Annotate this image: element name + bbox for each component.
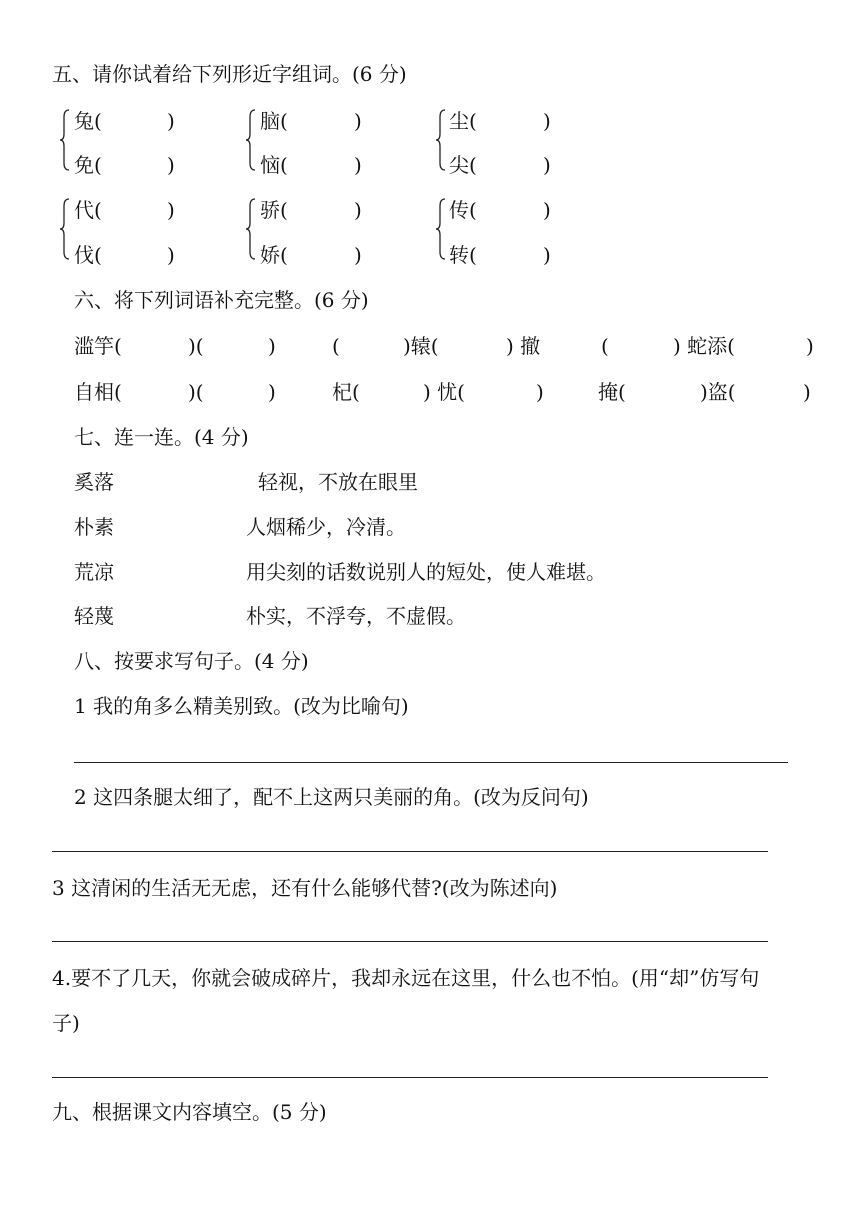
idiom-fill-text: ): [268, 380, 276, 404]
group4-top: 代(: [74, 198, 102, 222]
match-word: 轻蔑: [74, 604, 114, 628]
group3-bottom: 尖(: [449, 153, 477, 177]
idiom-fill-text: 掩(: [598, 380, 626, 404]
close-paren: ): [354, 243, 362, 267]
idiom-fill-text: (: [601, 334, 609, 358]
idiom-fill-text: ): [536, 380, 544, 404]
answer-line[interactable]: [52, 1077, 768, 1078]
brace-icon: [246, 109, 256, 171]
idiom-fill-text: ): [806, 334, 814, 358]
close-paren: ): [167, 198, 175, 222]
match-definition: 人烟稀少，冷清。: [246, 515, 406, 539]
group1-top: 兔(: [74, 109, 102, 133]
group3-top: 尘(: [449, 109, 477, 133]
idiom-fill-text: (: [332, 334, 340, 358]
idiom-fill-text: ) 忧(: [423, 380, 465, 404]
close-paren: ): [543, 198, 551, 222]
close-paren: ): [543, 109, 551, 133]
question-1: 1 我的角多么精美别致。(改为比喻句): [74, 694, 409, 718]
group2-top: 脑(: [260, 109, 288, 133]
close-paren: ): [354, 198, 362, 222]
close-paren: ): [543, 243, 551, 267]
section8-heading: 八、按要求写句子。(4 分): [74, 649, 309, 673]
group2-bottom: 恼(: [260, 153, 288, 177]
group5-bottom: 娇(: [260, 243, 288, 267]
brace-icon: [436, 109, 446, 171]
brace-icon: [60, 109, 70, 171]
close-paren: ): [354, 109, 362, 133]
idiom-fill-text: 滥竽(: [74, 334, 122, 358]
close-paren: ): [167, 109, 175, 133]
match-word: 奚落: [74, 470, 114, 494]
close-paren: ): [543, 153, 551, 177]
section5-heading: 五、请你试着给下列形近字组词。(6 分): [52, 62, 407, 86]
group6-bottom: 转(: [449, 243, 477, 267]
match-word: 荒凉: [74, 560, 114, 584]
idiom-fill-text: 自相(: [74, 380, 122, 404]
match-word: 朴素: [74, 515, 114, 539]
answer-line[interactable]: [74, 762, 788, 763]
question-2: 2 这四条腿太细了，配不上这两只美丽的角。(改为反问句): [74, 785, 589, 809]
answer-line[interactable]: [52, 941, 768, 942]
match-definition: 轻视，不放在眼里: [258, 470, 418, 494]
idiom-fill-text: ) 撤: [506, 334, 541, 358]
match-definition: 朴实，不浮夸，不虚假。: [246, 604, 466, 628]
group1-bottom: 免(: [74, 153, 102, 177]
question-4: 4.要不了几天，你就会破成碎片，我却永远在这里，什么也不怕。(用“却”仿写句: [52, 966, 760, 990]
brace-icon: [60, 198, 70, 260]
idiom-fill-text: 杞(: [332, 380, 360, 404]
section6-heading: 六、将下列词语补充完整。(6 分): [74, 288, 369, 312]
idiom-fill-text: )辕(: [403, 334, 439, 358]
idiom-fill-text: ) 蛇添(: [673, 334, 735, 358]
idiom-fill-text: )盗(: [700, 380, 736, 404]
idiom-fill-text: )(: [188, 380, 204, 404]
brace-icon: [246, 198, 256, 260]
idiom-fill-text: )(: [188, 334, 204, 358]
group5-top: 骄(: [260, 198, 288, 222]
close-paren: ): [354, 153, 362, 177]
question-3: 3 这清闲的生活无无虑，还有什么能够代替?(改为陈述向): [52, 876, 558, 900]
question-4-cont: 子): [52, 1011, 80, 1035]
section9-heading: 九、根据课文内容填空。(5 分): [52, 1100, 327, 1124]
section7-heading: 七、连一连。(4 分): [74, 425, 249, 449]
idiom-fill-text: ): [803, 380, 811, 404]
idiom-fill-text: ): [268, 334, 276, 358]
close-paren: ): [167, 243, 175, 267]
close-paren: ): [167, 153, 175, 177]
brace-icon: [436, 198, 446, 260]
match-definition: 用尖刻的话数说别人的短处，使人难堪。: [246, 560, 606, 584]
group4-bottom: 伐(: [74, 243, 102, 267]
answer-line[interactable]: [52, 851, 768, 852]
group6-top: 传(: [449, 198, 477, 222]
